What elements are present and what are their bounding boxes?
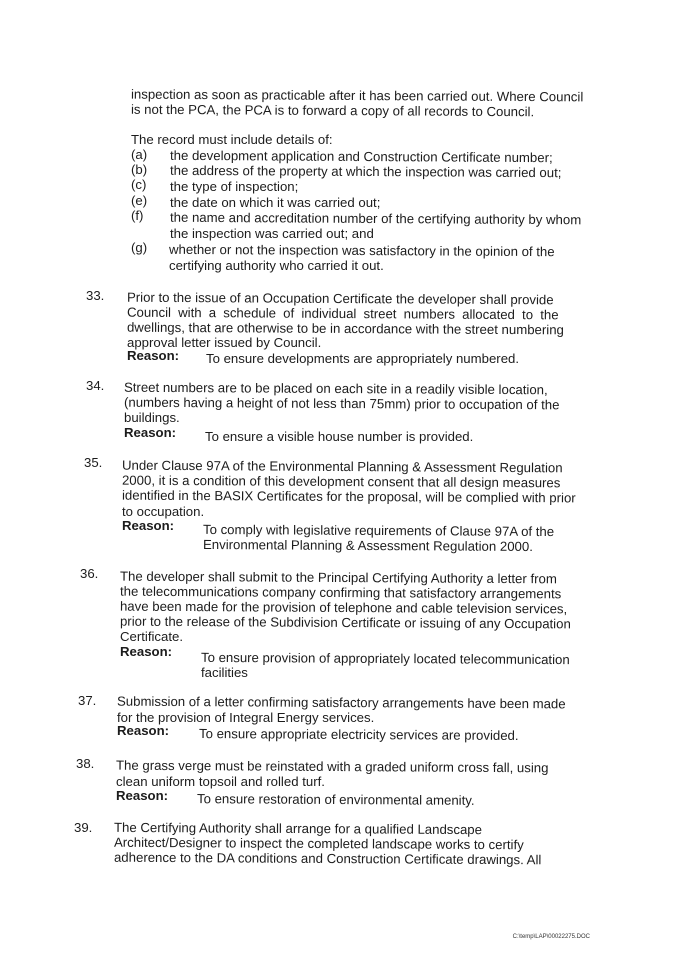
reason-label: Reason: (120, 644, 173, 659)
reason-label: Reason: (122, 518, 175, 533)
record-item-text: the address of the property at which the inspection was carried out; (169, 162, 562, 181)
record-item-label: (a) (131, 147, 148, 162)
reason-label: Reason: (116, 788, 169, 803)
reason-text: To ensure provision of appropriately located telecommunication (200, 649, 570, 668)
condition-number: 37. (78, 693, 97, 708)
condition-text: buildings. (124, 410, 180, 425)
reason-text: To ensure appropriate electricity services are provided. (198, 726, 519, 743)
condition-text: The grass verge must be reinstated with a graded uniform cross fall, using (115, 757, 549, 776)
condition-text: 2000, it is a condition of this development consent that all design measures (121, 472, 561, 491)
record-item-text: the type of inspection; (170, 179, 299, 194)
record-item-text: the inspection was carried out; and (170, 226, 374, 241)
condition-text: Council with a schedule of individual street numbers allocated to the (126, 304, 559, 323)
condition-text: identified in the BASIX Certificates for the proposal, will be complied with prior (121, 487, 576, 506)
record-item-label: (b) (131, 162, 148, 177)
record-heading: The record must include details of: (131, 132, 333, 147)
reason-text: To ensure a visible house number is provided. (205, 429, 474, 444)
condition-number: 38. (76, 756, 95, 771)
record-item-text: whether or not the inspection was satisfactory in the opinion of the (168, 241, 555, 260)
condition-text: The developer shall submit to the Principal Certifying Authority a letter from (119, 568, 557, 587)
record-item-label: (c) (131, 177, 147, 192)
condition-text: clean uniform topsoil and rolled turf. (116, 774, 325, 789)
condition-number: 35. (84, 455, 103, 470)
condition-text: prior to the release of the Subdivision Certificate or issuing of any Occupation (119, 613, 571, 632)
record-item-label: (f) (131, 208, 144, 223)
condition-text: Architect/Designer to inspect the completed landscape works to certify (113, 834, 524, 853)
condition-text: (numbers having a height of not less than 75mm) prior to occupation of the (123, 394, 560, 413)
condition-text: Prior to the issue of an Occupation Certificate the developer shall provide (126, 289, 554, 308)
condition-number: 36. (80, 566, 99, 581)
reason-text: facilities (201, 665, 248, 680)
condition-text: dwellings, that are otherwise to be in accordance with the street numbering (126, 319, 564, 338)
record-item-text: certifying authority who carried it out. (169, 258, 384, 273)
condition-number: 39. (74, 820, 93, 835)
condition-text: Under Clause 97A of the Environmental Planning & Assessment Regulation (121, 457, 563, 476)
reason-text: Environmental Planning & Assessment Regulation 2000. (202, 536, 533, 555)
condition-number: 33. (86, 288, 105, 303)
condition-text: Certificate. (120, 629, 184, 644)
record-item-label: (e) (131, 193, 148, 208)
intro-line-1: inspection as soon as practicable after it has been carried out. Where Council (130, 86, 584, 105)
condition-number: 34. (86, 378, 105, 393)
condition-text: Submission of a letter confirming satisfactory arrangements have been made (116, 693, 566, 712)
reason-text: To ensure developments are appropriately numbered. (206, 351, 520, 366)
record-item-text: the name and accreditation number of the certifying authority by whom (169, 209, 582, 228)
condition-text: for the provision of Integral Energy services. (117, 710, 375, 725)
condition-text: approval letter issued by Council. (127, 335, 322, 350)
reason-label: Reason: (124, 425, 177, 440)
condition-text: adherence to the DA conditions and Construction Certificate drawings. All (113, 849, 542, 868)
record-item-text: the development application and Construction Certificate number; (169, 147, 553, 166)
condition-text: Street numbers are to be placed on each site in a readily visible location, (123, 379, 548, 398)
record-item-text: the date on which it was carried out; (170, 195, 381, 210)
record-item-label: (g) (131, 240, 148, 255)
condition-text: to occupation. (122, 504, 205, 519)
reason-text: To ensure restoration of environmental amenity. (196, 791, 475, 808)
footer-file-path: C:\temp\LAP\00022275.DOC (512, 934, 590, 940)
reason-label: Reason: (127, 348, 180, 363)
intro-line-2: is not the PCA, the PCA is to forward a copy of all records to Council. (130, 101, 535, 120)
condition-text: The Certifying Authority shall arrange for a qualified Landscape (113, 819, 483, 838)
condition-text: have been made for the provision of telephone and cable television services, (119, 598, 568, 617)
reason-label: Reason: (117, 723, 170, 738)
reason-text: To comply with legislative requirements of Clause 97A of the (202, 521, 555, 540)
condition-text: the telecommunications company confirming that satisfactory arrangements (119, 583, 562, 602)
